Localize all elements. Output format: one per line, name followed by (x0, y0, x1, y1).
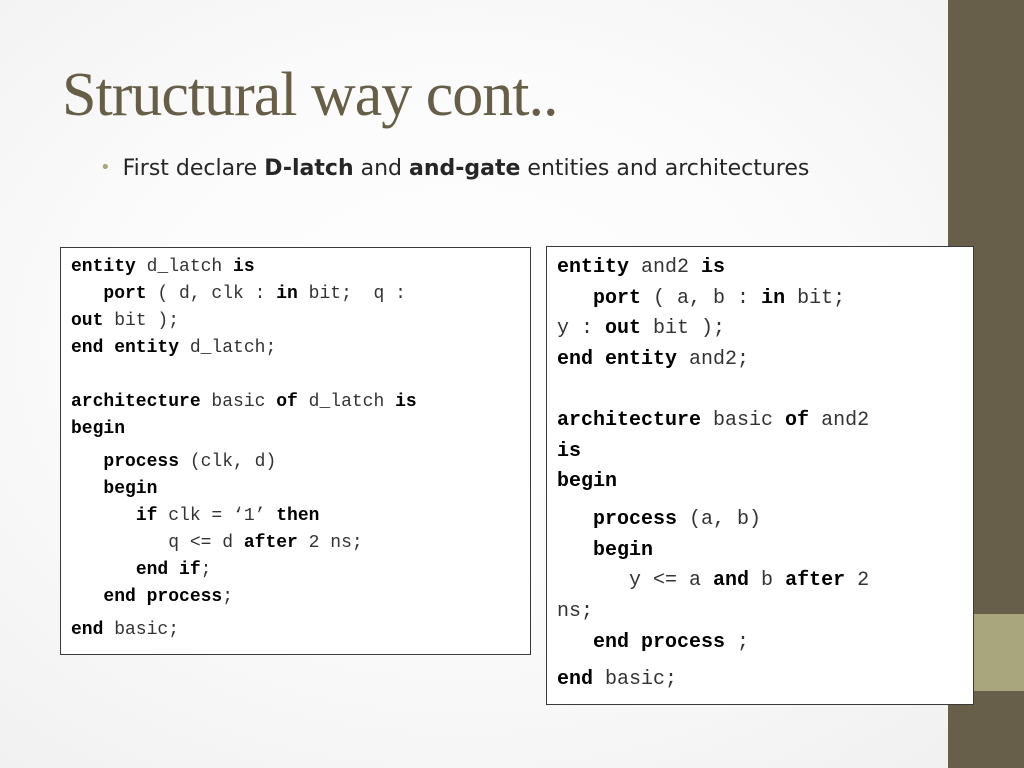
code-line (71, 476, 520, 503)
indent (71, 284, 103, 304)
code-line (71, 389, 520, 416)
keyword: end process (103, 587, 223, 607)
keyword: process (103, 452, 180, 472)
code-line (557, 628, 963, 659)
keyword: end (71, 620, 104, 640)
indent (71, 533, 168, 553)
keyword: is (233, 257, 255, 277)
keyword: is (557, 439, 582, 463)
code-line (557, 566, 963, 597)
keyword: begin (71, 419, 126, 439)
code-text: y : (557, 317, 606, 341)
code-line (557, 437, 963, 468)
code-text: ; (725, 630, 750, 654)
keyword: is (701, 256, 726, 279)
keyword: end (557, 668, 594, 692)
keyword: process (593, 507, 678, 531)
indent (71, 506, 136, 526)
code-text: and2 (809, 408, 870, 432)
code-line (71, 254, 520, 281)
indent (557, 287, 593, 310)
indent (71, 587, 103, 607)
keyword: end if (135, 560, 201, 580)
bullet-term-andgate: and-gate (409, 156, 521, 181)
code-line (71, 308, 520, 335)
code-text: ( d, clk : (146, 284, 277, 304)
code-line (557, 345, 963, 376)
bullet-term-dlatch: D-latch (264, 156, 354, 181)
code-text: basic (200, 392, 277, 412)
code-line (557, 314, 963, 345)
bullet-suffix: entities and architectures (520, 156, 810, 181)
code-text: ; (222, 587, 234, 607)
bullet-point (100, 156, 809, 181)
code-box-and2 (546, 246, 974, 705)
code-line (557, 284, 963, 315)
code-text: and2; (677, 348, 750, 372)
code-line (557, 597, 963, 628)
keyword: after (243, 533, 298, 553)
indent (557, 631, 593, 654)
code-text: 2 (845, 569, 870, 593)
keyword: entity (71, 257, 136, 277)
code-line (557, 253, 963, 284)
keyword: architecture (557, 408, 702, 432)
indent (557, 569, 629, 592)
keyword: end process (593, 630, 726, 654)
indent (557, 539, 593, 562)
code-line (71, 617, 520, 644)
code-spacer (557, 658, 963, 665)
code-line (71, 503, 520, 530)
code-text: d_latch; (179, 338, 277, 358)
code-text: ns; (557, 600, 594, 624)
code-line (71, 416, 520, 443)
code-text: q <= d (168, 533, 244, 553)
keyword: and (713, 569, 750, 593)
code-text: basic; (103, 620, 180, 640)
code-text: 2 ns; (297, 533, 363, 553)
indent (557, 508, 593, 531)
code-line (71, 530, 520, 557)
code-text: d_latch (135, 257, 234, 277)
code-text: bit; (785, 286, 846, 310)
code-text: ; (200, 560, 212, 580)
slide-title: Structural way cont.. (62, 61, 558, 129)
keyword: architecture (71, 392, 201, 412)
code-line (71, 557, 520, 584)
code-blank-line (557, 376, 963, 406)
keyword: after (785, 569, 846, 593)
keyword: entity (557, 256, 630, 279)
keyword: of (785, 408, 810, 432)
keyword: in (276, 284, 298, 304)
code-text: bit ); (641, 317, 726, 341)
keyword: end entity (71, 338, 180, 358)
code-line (71, 281, 520, 308)
keyword: out (71, 311, 104, 331)
indent (71, 560, 136, 580)
code-text: and2 (629, 256, 702, 279)
bullet-mid: and (353, 156, 410, 181)
code-text: bit; q : (297, 284, 406, 304)
code-line (71, 449, 520, 476)
code-line (557, 505, 963, 536)
code-text: b (749, 569, 786, 593)
bullet-dot-icon: • (100, 157, 111, 178)
keyword: out (605, 317, 642, 341)
indent (71, 452, 103, 472)
code-box-dlatch (60, 247, 531, 655)
bullet-prefix: First declare (122, 156, 265, 181)
code-text: (clk, d) (179, 452, 277, 472)
keyword: is (395, 392, 417, 412)
keyword: if (135, 506, 158, 526)
code-line (557, 536, 963, 567)
code-text: clk = ‘1’ (157, 506, 277, 526)
code-text: basic; (593, 668, 678, 692)
code-spacer (557, 498, 963, 505)
code-line (557, 665, 963, 696)
code-text: (a, b) (677, 507, 762, 531)
indent (71, 479, 103, 499)
keyword: begin (593, 538, 654, 562)
code-text: d_latch (297, 392, 396, 412)
code-blank-line (71, 362, 520, 389)
keyword: end entity (557, 348, 678, 372)
code-text: y <= a (629, 569, 714, 593)
keyword: port (593, 286, 642, 310)
keyword: in (761, 286, 786, 310)
code-line (71, 584, 520, 611)
code-line (557, 467, 963, 498)
keyword: then (276, 506, 320, 526)
keyword: port (103, 284, 147, 304)
keyword: begin (557, 470, 618, 494)
code-text: ( a, b : (641, 286, 762, 310)
keyword: begin (103, 479, 158, 499)
code-text: basic (701, 408, 786, 432)
code-line (557, 406, 963, 437)
code-line (71, 335, 520, 362)
keyword: of (276, 392, 298, 412)
code-text: bit ); (103, 311, 180, 331)
